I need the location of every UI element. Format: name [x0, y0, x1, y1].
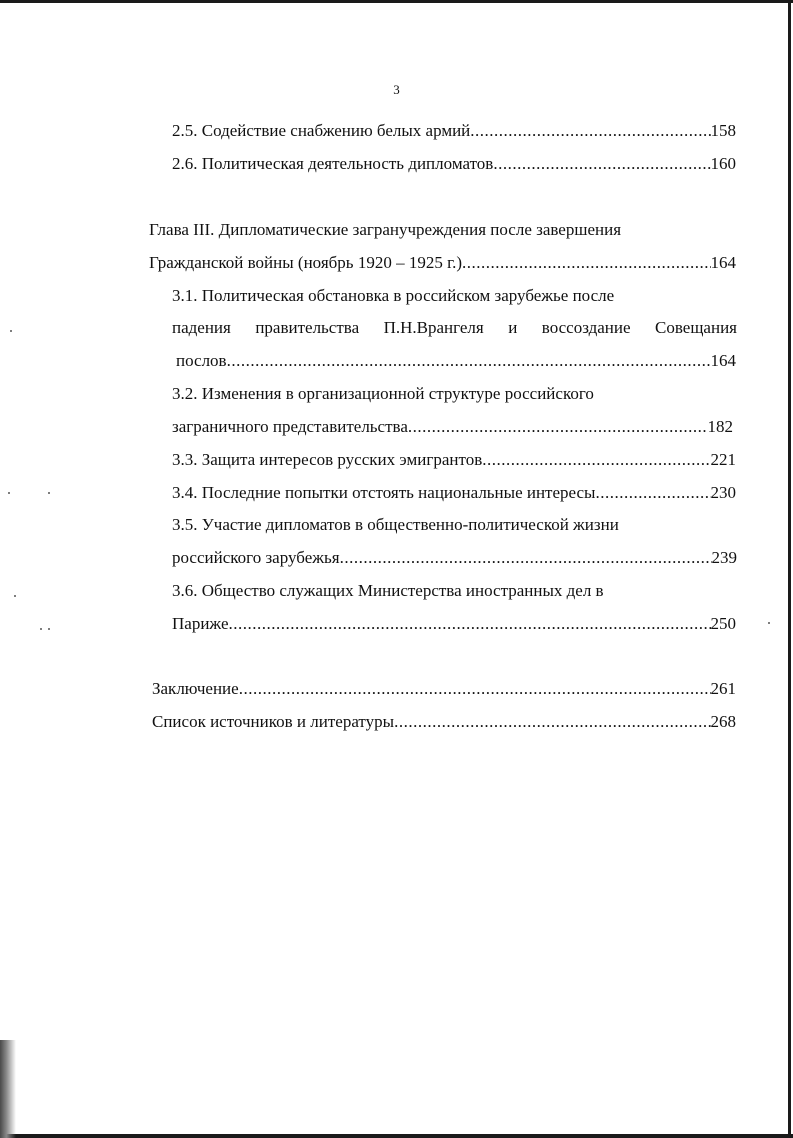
toc-entry-3-1-line-1	[172, 285, 614, 307]
dot-leader	[227, 350, 711, 372]
toc-page: 164	[710, 253, 736, 272]
toc-page: 182	[707, 417, 733, 436]
scan-speck	[768, 622, 770, 624]
scan-border-top	[0, 0, 793, 3]
dot-leader	[482, 449, 710, 471]
toc-entry-3-1[interactable]	[176, 350, 736, 372]
toc-page: 268	[710, 712, 736, 731]
toc-title: 3.2. Изменения в организационной структуре российского	[172, 384, 594, 403]
scan-speck	[10, 330, 12, 332]
toc-entry-2-6[interactable]	[172, 153, 736, 175]
dot-leader	[470, 120, 710, 142]
toc-title: послов	[176, 351, 227, 370]
dot-leader	[408, 416, 708, 438]
toc-page: 160	[710, 154, 736, 173]
toc-title: 3.3. Защита интересов русских эмигрантов	[172, 450, 483, 469]
toc-page: 158	[710, 121, 736, 140]
dot-leader	[229, 613, 711, 635]
toc-page: 250	[710, 614, 736, 633]
scan-border-bottom	[0, 1134, 793, 1138]
toc-title: Заключение	[152, 679, 239, 698]
scan-speck	[48, 628, 50, 630]
scan-speck	[48, 492, 50, 494]
toc-entry-3-2-line-1	[172, 383, 594, 405]
toc-entry-3-6[interactable]	[172, 613, 736, 635]
toc-page: 230	[710, 483, 736, 502]
toc-entry-3-1-line-2: падения правительства П.Н.Врангеля и воссоздание Совещания	[172, 318, 737, 337]
toc-entry-2-5[interactable]	[172, 120, 736, 142]
toc-title: 2.6. Политическая деятельность дипломатов	[172, 154, 494, 173]
toc-title: российского зарубежья	[172, 548, 340, 567]
toc-entry-3-6-line-1	[172, 580, 604, 602]
scan-speck	[8, 492, 10, 494]
dot-leader	[239, 678, 711, 700]
dot-leader	[595, 482, 710, 504]
scan-border-right	[788, 0, 791, 1138]
toc-entry-3-2[interactable]	[172, 416, 733, 438]
toc-title: 3.1. Политическая обстановка в российском зарубежье после	[172, 286, 615, 305]
toc-chapter-3-line-1	[149, 219, 621, 241]
scan-speck	[14, 595, 16, 597]
toc-title: Гражданской войны (ноябрь 1920 – 1925 г.)	[149, 253, 463, 272]
toc-entry-3-4[interactable]	[172, 482, 736, 504]
toc-title: Париже	[172, 614, 229, 633]
toc-page: 261	[710, 679, 736, 698]
dot-leader	[340, 547, 712, 569]
toc-title: заграничного представительства	[172, 417, 408, 436]
scan-speck	[40, 628, 42, 630]
toc-title: 3.4. Последние попытки отстоять национальные интересы	[172, 483, 596, 502]
toc-page: 221	[710, 450, 736, 469]
toc-page: 239	[711, 548, 737, 567]
toc-title: Глава III. Дипломатические загранучреждения после завершения	[149, 220, 622, 239]
toc-entry-3-3[interactable]	[172, 449, 736, 471]
toc-conclusion[interactable]	[152, 678, 736, 700]
toc-title: 3.6. Общество служащих Министерства иностранных дел в	[172, 581, 604, 600]
scan-shadow-left	[0, 1040, 16, 1138]
page-number: 3	[393, 82, 400, 97]
toc-entry-3-5[interactable]	[172, 547, 737, 569]
toc-title: Список источников и литературы	[152, 712, 395, 731]
toc-page: 164	[710, 351, 736, 370]
dot-leader	[493, 153, 710, 175]
toc-chapter-3[interactable]	[149, 252, 736, 274]
toc-entry-3-5-line-1	[172, 514, 619, 536]
dot-leader	[462, 252, 710, 274]
toc-title: 2.5. Содействие снабжению белых армий	[172, 121, 471, 140]
toc-sources[interactable]	[152, 711, 736, 733]
dot-leader	[394, 711, 710, 733]
toc-title: 3.5. Участие дипломатов в общественно-политической жизни	[172, 515, 619, 534]
